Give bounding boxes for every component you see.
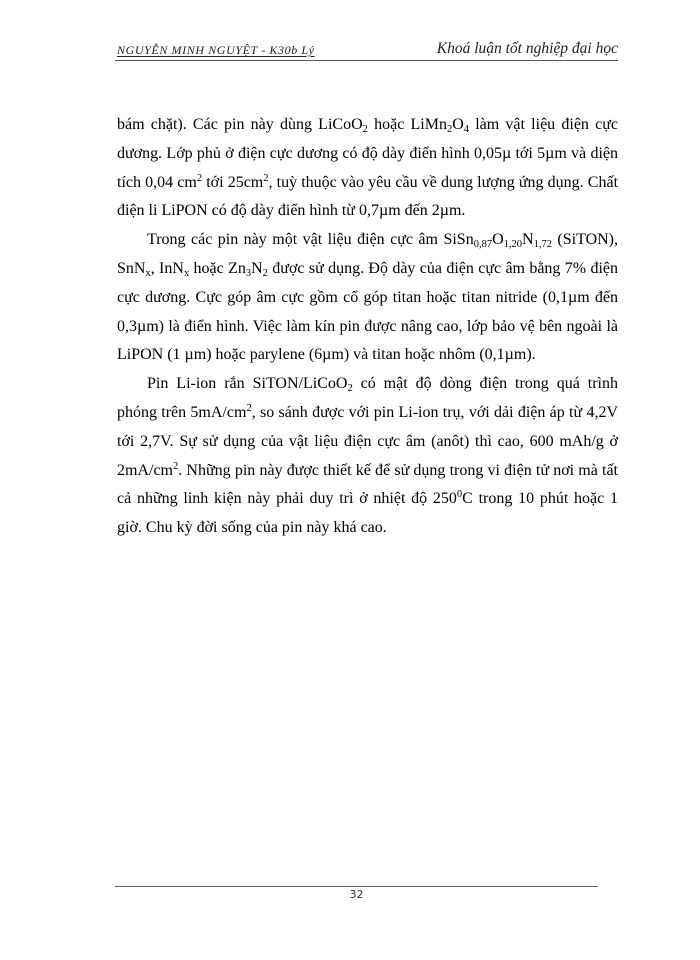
text-run: Trong các pin này một vật liệu điện cực âm SiSn	[147, 231, 474, 249]
superscript: 2	[246, 402, 252, 414]
superscript: 2	[263, 172, 269, 184]
text-run: N	[251, 259, 263, 277]
text-run: , so sánh được với pin Li-ion trụ, với dải điện áp từ 4,2V tới 2,7V. Sự sử dụng của vật liệu điện cực âm (anôt) thì cao, 600 mAh/g ở 2mA/cm	[117, 403, 618, 479]
header-document-type: Khoá luận tốt nghiệp đại học	[436, 40, 618, 57]
text-run: được sử dụng. Độ dày của điện cực âm bằng 7% điện cực dương. Cực góp âm cực gồm cổ góp titan hoặc titan nitride (0,1µm đến 0,3µm) là điển hình. Việc làm kín pin được nâng cao, lớp bảo vệ bên ngoài là LiPON (1 µm) hoặc parylene (6µm) và titan hoặc nhôm (0,1µm).	[117, 259, 618, 364]
text-run: có mật độ dòng điện trong quá trình phóng trên 5mA/cm	[117, 375, 619, 421]
subscript: 4	[463, 124, 470, 135]
text-run: Pin Li-ion rắn SiTON/LiCoO	[147, 375, 348, 393]
text-run: làm vật liệu điện cực dương. Lớp phủ ở điện cực dương có độ dày điển hình 0,05µ tới 5µm và diện tích 0,04 cm	[117, 116, 619, 191]
text-run: , InN	[150, 259, 184, 277]
paragraph-3	[117, 370, 618, 543]
header-author-course: NGUYỄN MINH NGUYỆT - K30b Lý	[117, 43, 315, 57]
text-run: C trong 10 phút hoặc 1 giờ. Chu kỳ đời sống của pin này khá cao.	[117, 490, 619, 537]
body-text	[117, 111, 618, 543]
superscript: 2	[196, 172, 203, 184]
text-run: hoặc Zn	[189, 259, 246, 277]
text-run: O	[452, 116, 464, 133]
paragraph-2	[117, 226, 618, 370]
text-run: , tuỳ thuộc vào yêu cầu về dung lượng ứng dụng. Chất điện li LiPON có độ dày điển hình từ 0,7µm đến 2µm.	[117, 173, 619, 220]
page-number: 32	[349, 888, 364, 901]
subscript: 0,87	[473, 239, 493, 251]
text-run: O	[492, 231, 504, 249]
subscript: 2	[347, 383, 353, 395]
text-run: tới 25cm	[202, 173, 264, 191]
subscript: 1,20	[503, 239, 523, 251]
footer-rule	[115, 886, 598, 887]
subscript: x	[145, 267, 151, 279]
subscript: 1,72	[533, 239, 552, 251]
subscript: 2	[446, 124, 453, 135]
superscript: 0	[456, 489, 463, 501]
text-run: hoặc LiMn	[367, 116, 447, 133]
superscript: 2	[173, 460, 179, 472]
subscript: 2	[262, 267, 268, 279]
text-run: (SiTON), SnN	[117, 231, 619, 277]
page-header	[115, 38, 618, 61]
subscript: x	[183, 267, 190, 279]
text-run: bám chặt). Các pin này dùng LiCoO	[117, 116, 363, 133]
text-run: . Những pin này được thiết kế để sử dụng trong vi điện tử nơi mà tất cả những linh kiện này phải duy trì ở nhiệt độ 250	[117, 461, 618, 508]
subscript: 3	[245, 267, 252, 279]
text-run: N	[522, 231, 534, 249]
paragraph-1	[117, 111, 618, 226]
subscript: 2	[362, 124, 368, 135]
